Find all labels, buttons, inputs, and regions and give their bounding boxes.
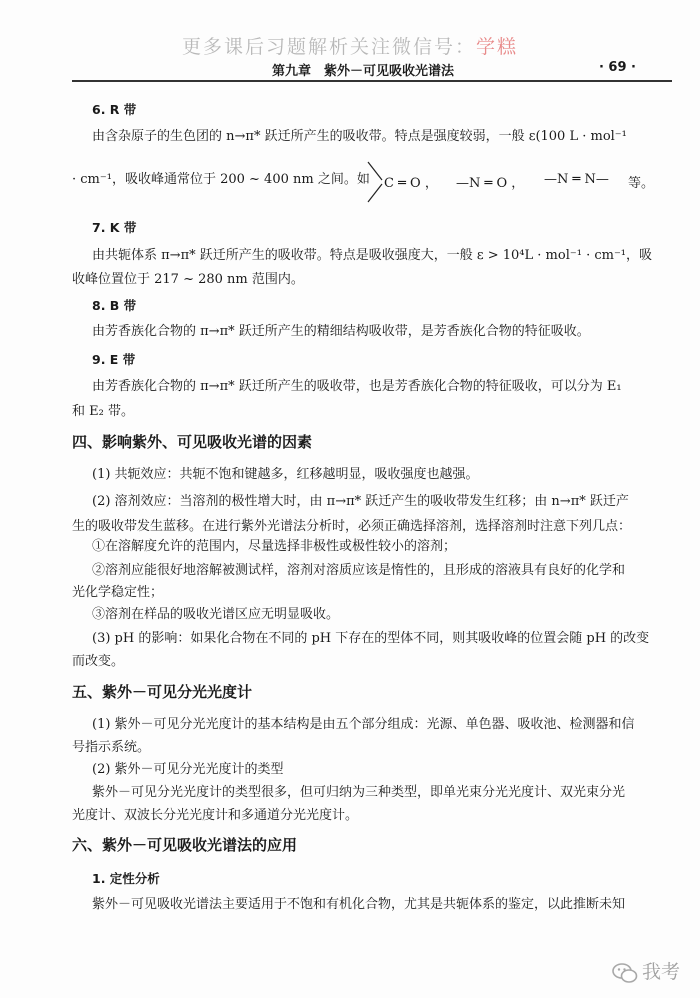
body-line: 光化学稳定性； bbox=[72, 585, 164, 600]
body-line: 号指示系统。 bbox=[72, 740, 151, 755]
section-heading-4: 四、影响紫外、可见吸收光谱的因素 bbox=[72, 433, 313, 451]
body-line: 紫外－可见分光光度计的类型很多，但可归纳为三种类型，即单光束分光光度计、双光束分光 bbox=[92, 785, 626, 800]
body-line: ②溶剂应能很好地溶解被测试样，溶剂对溶质应该是惰性的，且形成的溶液具有良好的化学和 bbox=[92, 563, 626, 578]
body-line: 紫外－可见吸收光谱法主要适用于不饱和有机化合物，尤其是共轭体系的鉴定，以此推断未知 bbox=[92, 897, 626, 912]
page-header bbox=[72, 58, 672, 82]
body-line: 由含杂原子的生色团的 n→π* 跃迁所产生的吸收带。特点是强度较弱，一般 ε(100 L · mol⁻¹ bbox=[92, 129, 627, 144]
formula-etc: 等。 bbox=[628, 176, 655, 191]
body-line: 生的吸收带发生蓝移。在进行紫外光谱法分析时，必须正确选择溶剂，选择溶剂时注意下列几点： bbox=[72, 519, 632, 534]
watermark-text: 更多课后习题解析关注微信号： bbox=[181, 36, 476, 58]
formula-carbonyl: C ═ O ， bbox=[384, 176, 438, 191]
page-number: · 69 · bbox=[598, 60, 636, 75]
wechat-icon bbox=[612, 962, 638, 984]
subheading-b-band: 8. B 带 bbox=[92, 298, 137, 313]
body-line: 和 E₂ 带。 bbox=[72, 404, 134, 419]
subheading-qualitative: 1. 定性分析 bbox=[92, 871, 160, 886]
body-line: 由共轭体系 π→π* 跃迁所产生的吸收带。特点是吸收强度大，一般 ε > 10⁴L · mol⁻¹ · cm⁻¹，吸 bbox=[92, 248, 653, 263]
subheading-e-band: 9. E 带 bbox=[92, 352, 136, 367]
formula-azo: —N ═ N— bbox=[544, 172, 609, 187]
body-line: 光度计、双波长分光光度计和多通道分光光度计。 bbox=[72, 808, 359, 823]
chapter-title: 第九章 紫外－可见吸收光谱法 bbox=[272, 64, 455, 79]
formula-nitroso: —N ═ O ， bbox=[456, 176, 525, 191]
subheading-k-band: 7. K 带 bbox=[92, 220, 137, 235]
section-heading-5: 五、紫外－可见分光光度计 bbox=[72, 683, 253, 701]
watermark-accent: 学糕 bbox=[476, 36, 519, 58]
body-line: (1) 共轭效应：共轭不饱和键越多，红移越明显，吸收强度也越强。 bbox=[92, 467, 479, 482]
body-line: 由芳香族化合物的 π→π* 跃迁所产生的精细结构吸收带，是芳香族化合物的特征吸收。 bbox=[92, 324, 590, 339]
bottom-watermark bbox=[612, 957, 680, 984]
body-line: 由芳香族化合物的 π→π* 跃迁所产生的吸收带，也是芳香族化合物的特征吸收，可以分为 E₁ bbox=[92, 379, 622, 394]
body-line: ③溶剂在样品的吸收光谱区应无明显吸收。 bbox=[92, 607, 340, 622]
section-heading-6: 六、紫外－可见吸收光谱法的应用 bbox=[72, 836, 298, 854]
watermark-top bbox=[0, 32, 700, 59]
body-line: 收峰位置位于 217 ~ 280 nm 范围内。 bbox=[72, 272, 304, 287]
body-line: · cm⁻¹，吸收峰通常位于 200 ~ 400 nm 之间。如 bbox=[72, 172, 370, 187]
body-line: (2) 紫外－可见分光光度计的类型 bbox=[92, 762, 284, 777]
bottom-watermark-text: 我考 bbox=[641, 961, 680, 983]
body-line: (3) pH 的影响：如果化合物在不同的 pH 下存在的型体不同，则其吸收峰的位置会随 pH 的改变 bbox=[92, 631, 650, 646]
body-line: 而改变。 bbox=[72, 654, 125, 669]
body-line: ①在溶解度允许的范围内，尽量选择非极性或极性较小的溶剂； bbox=[92, 539, 457, 554]
body-line: (2) 溶剂效应：当溶剂的极性增大时，由 π→π* 跃迁产生的吸收带发生红移；由 n→π* 跃迁产 bbox=[92, 494, 629, 509]
body-line: (1) 紫外－可见分光光度计的基本结构是由五个部分组成：光源、单色器、吸收池、检测器和信 bbox=[92, 717, 635, 732]
subheading-r-band: 6. R 带 bbox=[92, 102, 137, 117]
